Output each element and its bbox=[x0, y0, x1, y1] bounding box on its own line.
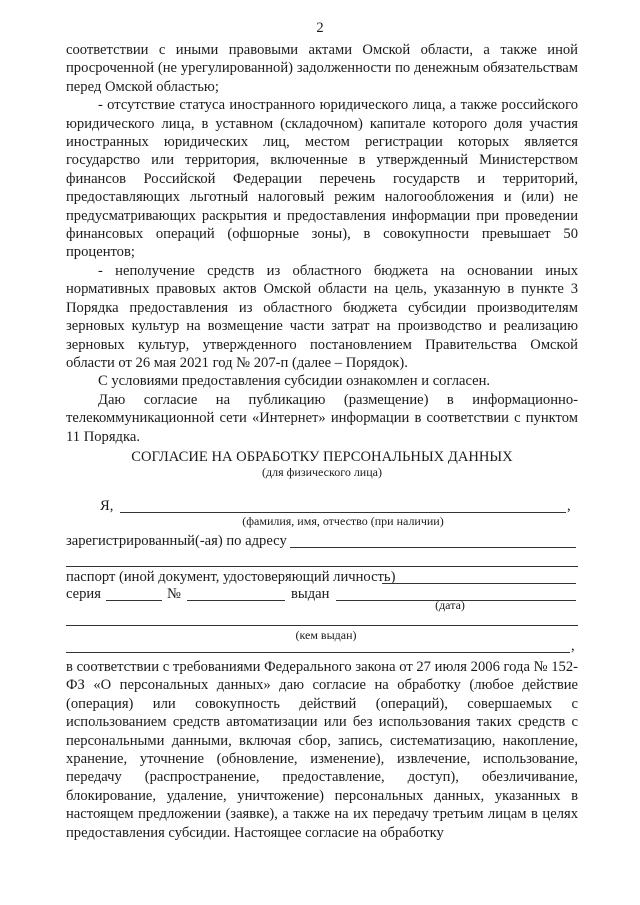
paragraph: Даю согласие на публикацию (размещение) в информационно-телекоммуникационной сети «Интернет» информации в соответствии с пунктом 11 Порядка. bbox=[66, 391, 578, 445]
consent-subtitle: (для физического лица) bbox=[262, 465, 382, 479]
date-hint: (дата) bbox=[435, 598, 465, 612]
series-label: серия bbox=[66, 586, 101, 602]
passport-label: паспорт (иной документ, удостоверяющий личность) bbox=[66, 569, 396, 585]
paragraph: - отсутствие статуса иностранного юридического лица, а также российского юридического лица, в уставном (складочном) капитале которого доля участия иностранных юридических лиц, местом регистрации которых является государство или территория, включенные в утвержденный Министерством финансов Российской Федерации перечень государств и территорий, предоставляющих льготный налоговый режим налогообложения и (или) не предусматривающих раскрытия и предоставления информации при проведении финансовых операций (офшорные зоны), в совокупности превышает 50 процентов; bbox=[66, 97, 578, 261]
name-line bbox=[100, 497, 113, 515]
issued-by-field[interactable] bbox=[66, 625, 578, 626]
consent-body bbox=[66, 658, 578, 842]
address-field[interactable] bbox=[290, 547, 576, 548]
address-field-line2[interactable] bbox=[66, 566, 578, 567]
fio-hint: (фамилия, имя, отчество (при наличии) bbox=[242, 514, 444, 528]
passport-field[interactable] bbox=[382, 583, 576, 584]
issued-by-hint: (кем выдан) bbox=[295, 628, 357, 642]
issued-by-field-line2[interactable] bbox=[66, 652, 570, 653]
paragraph: соответствии с иными правовыми актами Омской области, а также иной просроченной (не урегулированной) задолженности по денежным обязательствам перед Омской областью; bbox=[66, 42, 578, 95]
i-label: Я, bbox=[100, 498, 114, 514]
number-label: № bbox=[167, 586, 181, 602]
paragraph: - неполучение средств из областного бюджета на основании иных нормативных правовых актов Омской области на цель, указанную в пункте 3 Порядка предоставления из областного бюджета субсидии производителям зерновых культур на возмещение части затрат на производство и реализацию зерновых культур, утвержденного постановлением Правительства Омской области от 26 мая 2021 год № 207-п (далее – Порядок). bbox=[66, 262, 578, 371]
consent-title: СОГЛАСИЕ НА ОБРАБОТКУ ПЕРСОНАЛЬНЫХ ДАННЫХ bbox=[131, 449, 513, 465]
issued-label: выдан bbox=[291, 586, 330, 602]
number-field[interactable] bbox=[187, 600, 285, 601]
address-label: зарегистрированный(-ая) по адресу bbox=[66, 533, 287, 549]
series-field[interactable] bbox=[106, 600, 162, 601]
consent-paragraph: в соответствии с требованиями Федерального закона от 27 июля 2006 года № 152-ФЗ «О персональных данных» даю согласие на обработку (любое действие (операция) или совокупность действий (операций), совершаемых с использованием средств автоматизации или без использования таких средств с персональными данными, включая сбор, запись, систематизацию, накопление, хранение, уточнение (обновление, изменение), извлечение, использование, передачу (распространение, предоставление, доступ), обезличивание, блокирование, удаление, уничтожение) персональных данных, указанных в настоящем предложении (заявке), а также на их передачу третьим лицам в целях предоставления субсидии. Настоящее согласие на обработку bbox=[66, 659, 578, 841]
body-text bbox=[66, 41, 578, 446]
name-field[interactable] bbox=[120, 512, 566, 513]
page-number: 2 bbox=[316, 20, 324, 36]
paragraph: С условиями предоставления субсидии ознакомлен и согласен. bbox=[98, 373, 491, 390]
name-comma: , bbox=[567, 498, 571, 514]
end-comma: , bbox=[571, 638, 575, 654]
